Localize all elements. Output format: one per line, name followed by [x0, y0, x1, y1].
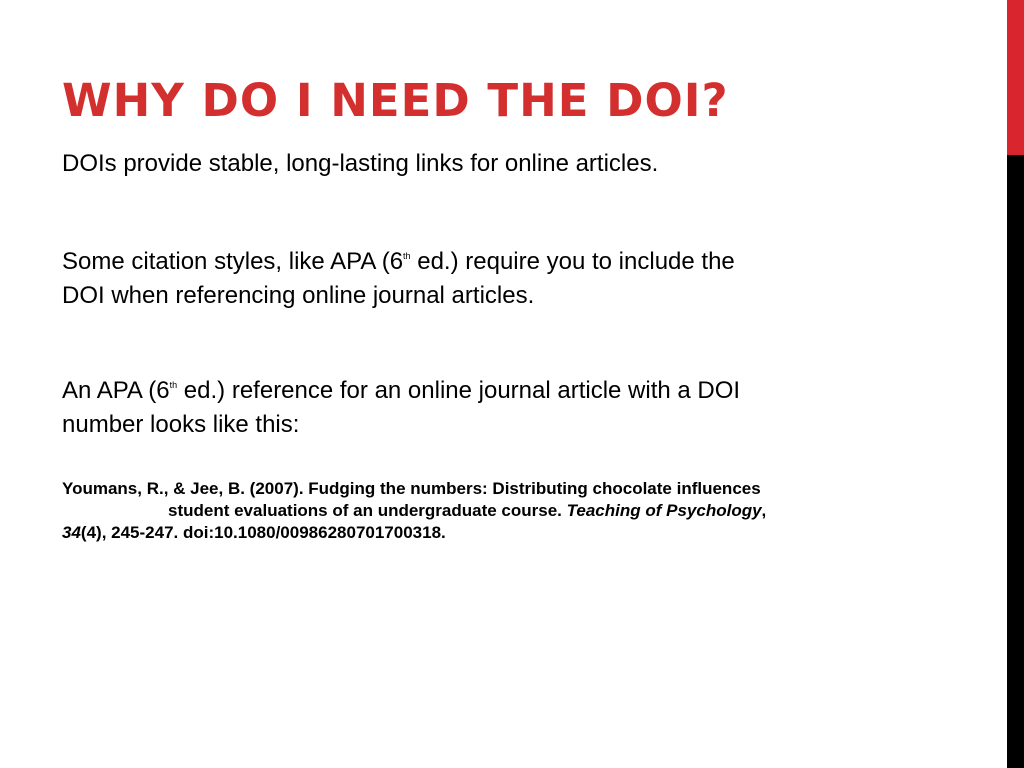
paragraph-citation-styles	[62, 245, 882, 313]
paragraph-3-text-b: ed.) reference for an online journal article with a DOI	[177, 377, 741, 404]
paragraph-2-text-b: ed.) require you to include the	[410, 248, 735, 275]
paragraph-2-text-c: DOI when referencing online journal articles.	[62, 282, 535, 309]
paragraph-3-text-a: An APA (6	[62, 377, 170, 404]
reference-issue-pages-doi: (4), 245-247. doi:10.1080/00986280701700318.	[80, 523, 446, 542]
paragraph-apa-reference-intro	[62, 374, 882, 442]
reference-volume: 34	[62, 523, 81, 542]
paragraph-3-text-c: number looks like this:	[62, 411, 300, 438]
superscript-th: th	[403, 251, 411, 261]
reference-journal-name: Teaching of Psychology	[566, 501, 762, 520]
apa-reference-example	[62, 478, 912, 544]
paragraph-2-text-a: Some citation styles, like APA (6	[62, 248, 404, 275]
paragraph-dois-stable-links: DOIs provide stable, long-lasting links for online articles.	[62, 150, 659, 177]
superscript-th: th	[169, 380, 178, 390]
reference-authors-title: Youmans, R., & Jee, B. (2007). Fudging the numbers: Distributing chocolate influences	[62, 479, 761, 498]
reference-journal-comma: ,	[761, 501, 767, 520]
side-bar-accent	[1007, 0, 1024, 155]
slide-title: WHY DO I NEED THE DOI?	[62, 74, 729, 127]
reference-title-continued: student evaluations of an undergraduate course.	[168, 501, 567, 520]
